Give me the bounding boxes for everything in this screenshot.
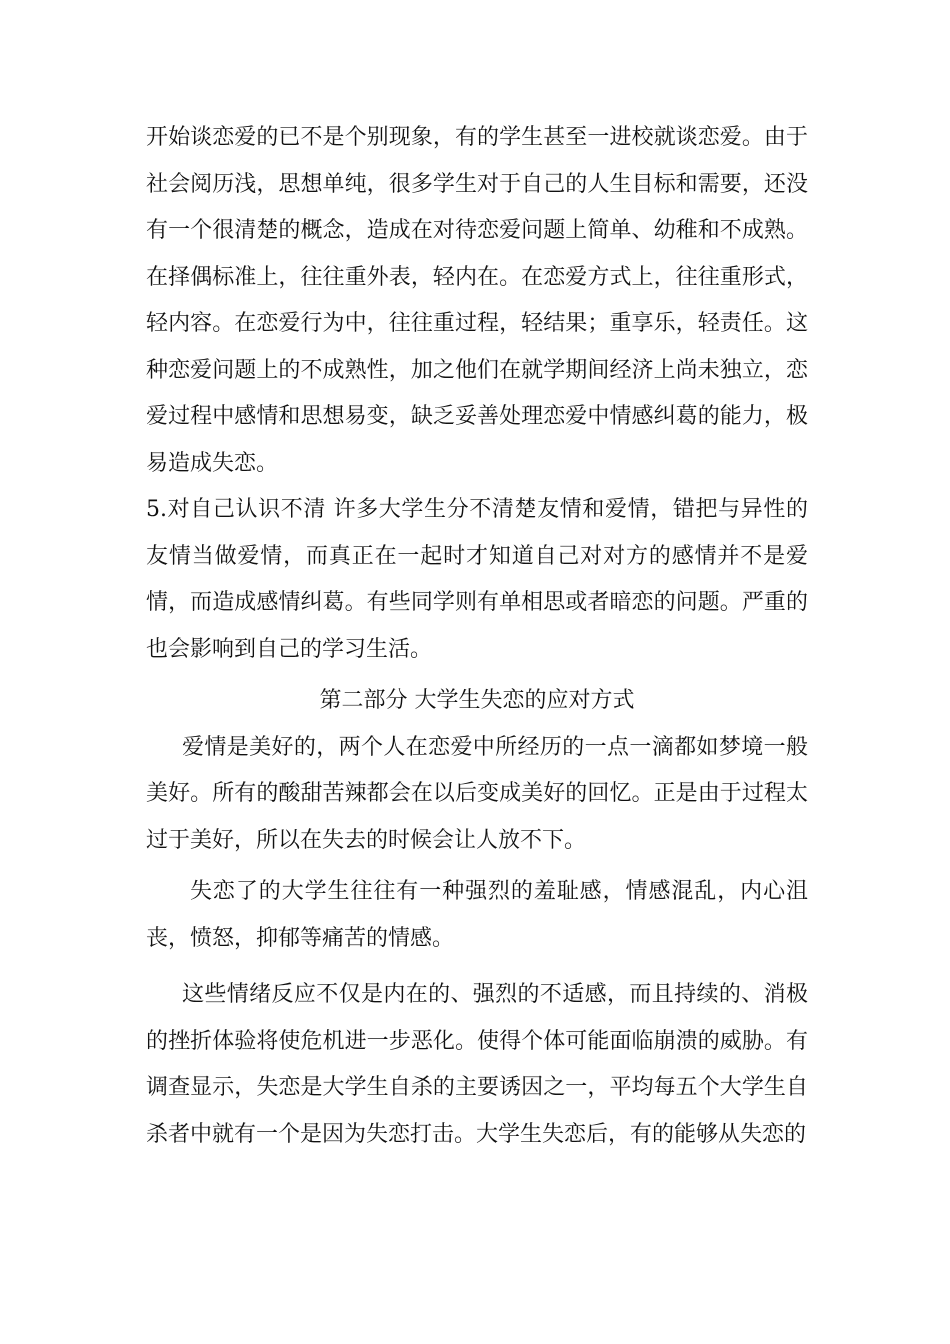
paragraph-immature-love: 开始谈恋爱的已不是个别现象，有的学生甚至一进校就谈恋爱。由于社会阅历浅，思想单纯，很多学生对于自己的人生目标和需要，还没有一个很清楚的概念，造成在对待恋爱问题上简单、幼稚和不成熟。在择偶标准上，往往重外表，轻内在。在恋爱方式上，往往重形式，轻内容。在恋爱行为中，往往重过程，轻结果；重享乐，轻责任。这种恋爱问题上的不成熟性，加之他们在就学期间经济上尚未独立，恋爱过程中感情和思想易变，缺乏妥善处理恋爱中情感纠葛的能力，极易造成失恋。 xyxy=(146,125,808,476)
paragraph-crisis-and-suicide: 这些情绪反应不仅是内在的、强烈的不适感，而且持续的、消极的挫折体验将使危机进一步恶化。使得个体可能面临崩溃的威胁。有调查显示，失恋是大学生自杀的主要诱因之一，平均每五个大学生自杀者中就有一个是因为失恋打击。大学生失恋后，有的能够从失恋的 xyxy=(146,982,808,1147)
paragraph-shame-and-emotions: 失恋了的大学生往往有一种强烈的羞耻感，情感混乱，内心沮丧，愤怒，抑郁等痛苦的情感。 xyxy=(146,879,808,951)
document-body xyxy=(146,115,808,1158)
section-heading: 第二部分 大学生失恋的应对方式 xyxy=(319,688,635,713)
paragraph-love-is-beautiful: 爱情是美好的，两个人在恋爱中所经历的一点一滴都如梦境一般美好。所有的酸甜苦辣都会在以后变成美好的回忆。正是由于过程太过于美好，所以在失去的时候会让人放不下。 xyxy=(146,734,808,853)
paragraph-self-awareness: 5.对自己认识不清 许多大学生分不清楚友情和爱情，错把与异性的友情当做爱情，而真正在一起时才知道自己对对方的感情并不是爱情，而造成感情纠葛。有些同学则有单相思或者暗恋的问题。严重的也会影响到自己的学习生活。 xyxy=(146,497,808,662)
